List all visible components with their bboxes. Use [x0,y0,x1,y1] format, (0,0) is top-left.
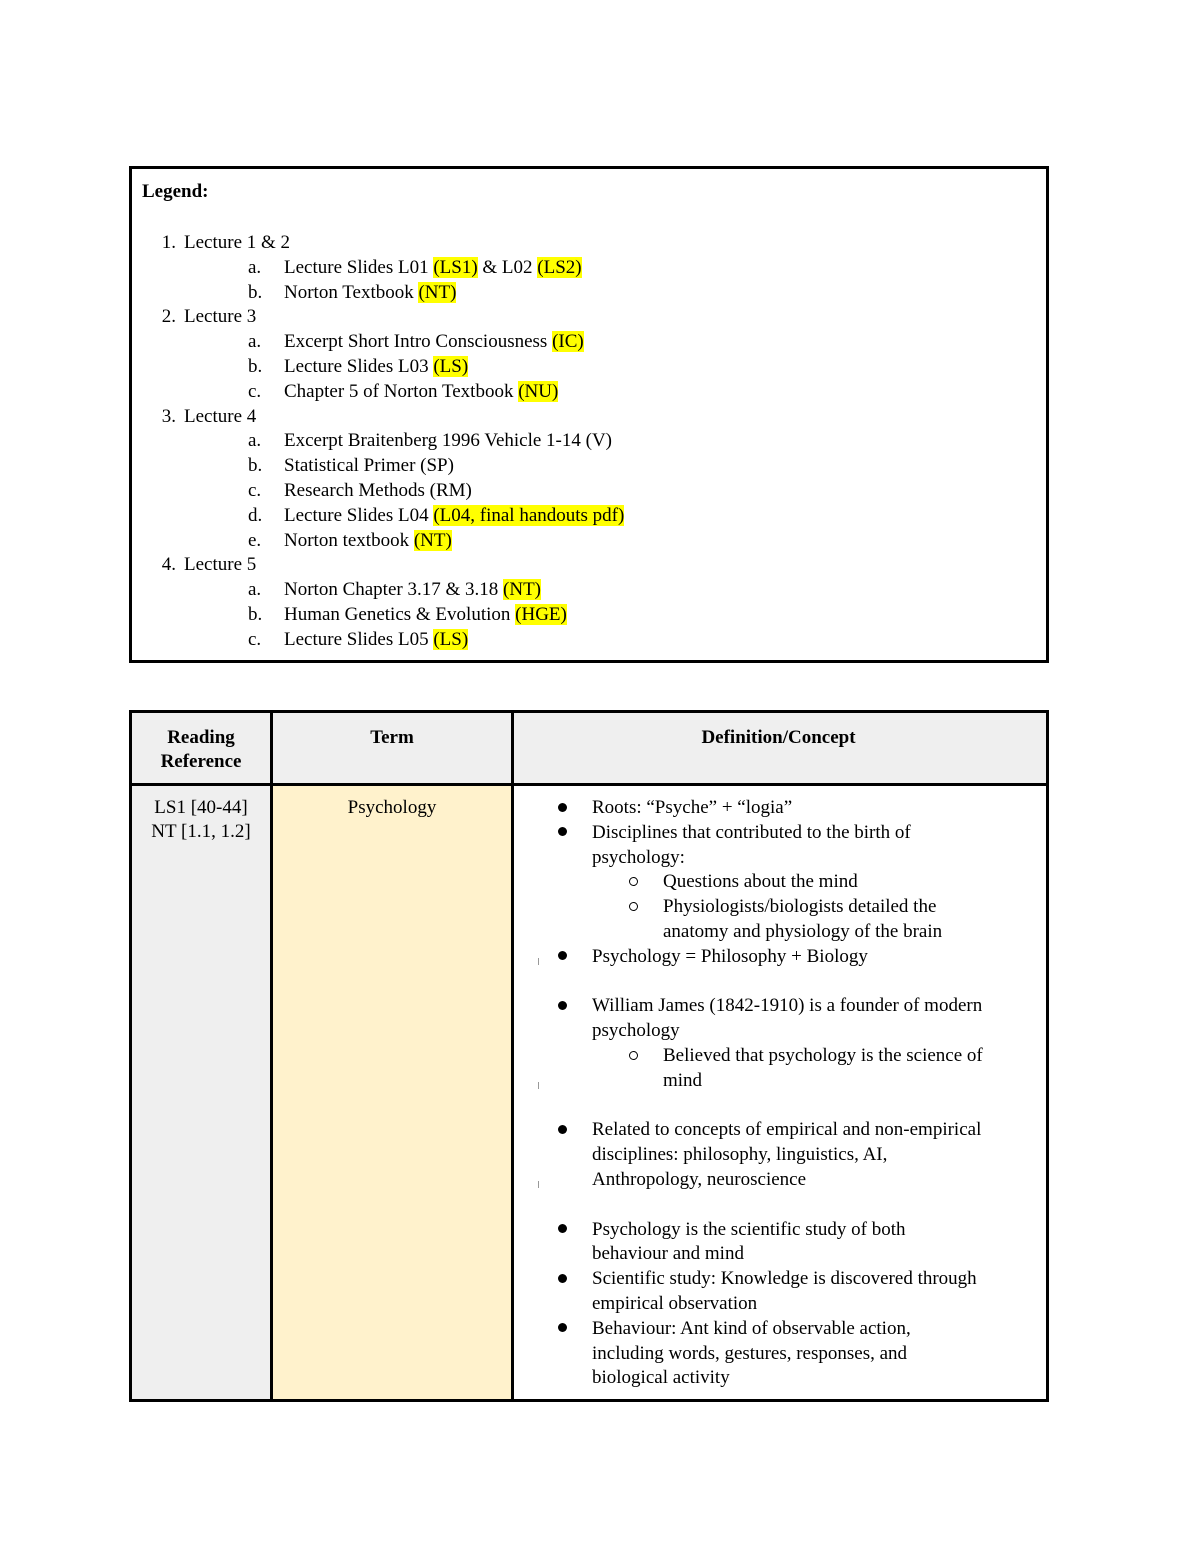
bullet-text [592,796,1032,821]
bullet-line: psychology: [592,846,685,868]
bullet-line: mind [663,1069,703,1091]
header-text: Reading [167,727,235,748]
subitem-text-part: Chapter 5 of Norton Textbook [284,380,519,402]
bullet-line: Scientific study: Knowledge is discovered through [592,1268,977,1290]
reference-line: LS1 [40-44] [154,797,248,818]
subitem-text-part: Lecture Slides L01 [284,256,434,278]
bullet-dot-icon [558,803,567,812]
legend-subitem-text [284,578,541,602]
legend-subitem-letter: a. [248,430,262,452]
highlighted-abbreviation: (IC) [552,331,584,353]
bullet-line: Behaviour: Ant kind of observable action, [592,1317,911,1339]
bullet-text [592,1118,1032,1192]
reference-cell [132,786,270,1399]
bullet-marker [552,821,572,846]
legend-subitem-letter: a. [248,331,262,353]
empty-line-marker [538,1082,539,1089]
legend-subitem-text [284,330,584,354]
header-term: Term [370,727,414,748]
legend-subitem-letter: a. [248,579,262,601]
legend-subitem-text [284,479,472,503]
bullet-line: anatomy and physiology of the brain [663,920,943,942]
legend-subitem-letter: a. [248,256,262,278]
highlighted-abbreviation: (NT) [413,529,452,551]
legend-subitem-letter: c. [248,628,262,650]
legend-item-label: Lecture 1 & 2 [184,232,291,253]
subitem-text-part: Human Genetics & Evolution [284,604,516,625]
bullet-dot-icon [558,827,567,836]
bullet-line: disciplines: philosophy, linguistics, AI, [592,1144,888,1166]
bullet-text [592,1317,1032,1391]
term-cell [273,786,511,1399]
subitem-text-part: Statistical Primer (SP) [284,455,454,477]
reference-text [132,796,270,844]
bullet-dot-icon [558,1224,567,1233]
subitem-text-part: Excerpt Braitenberg 1996 Vehicle 1-14 (V) [284,430,613,452]
bullet-line: Related to concepts of empirical and non-empirical [592,1119,982,1141]
highlighted-abbreviation: (LS2) [537,256,582,278]
bullet-marker [552,1267,572,1292]
bullet-marker [623,1044,643,1069]
empty-line-marker [538,958,539,965]
legend-item-number: 3. [161,405,176,427]
legend-item-label: Lecture 5 [184,554,257,576]
legend-subitem-text [284,355,468,379]
bullet-text [592,945,1032,970]
bullet-line: including words, gestures, responses, and [592,1342,908,1364]
bullet-marker [552,796,572,821]
legend-subitem-letter: b. [248,281,263,303]
legend-subitem-text [284,454,454,478]
highlighted-abbreviation: (HGE) [515,604,567,625]
bullet-marker [552,1317,572,1342]
bullet-line: Roots: “Psyche” + “logia” [592,797,793,818]
legend-subitem-letter: e. [248,529,262,551]
legend-subitem-text [284,429,612,453]
bullet-circle-icon [629,902,638,911]
bullet-line: psychology [592,1020,680,1042]
legend-subitem-letter: c. [248,380,262,402]
bullet-dot-icon [558,1001,567,1010]
bullet-marker [623,895,643,920]
column-divider [511,713,514,1399]
bullet-line: William James (1842-1910) is a founder of modern [592,995,983,1017]
header-text: Reference [160,751,242,772]
subitem-text-part: & L02 [477,256,538,278]
bullet-text [663,1044,1103,1094]
bullet-line: Anthropology, neuroscience [592,1168,807,1190]
bullet-dot-icon [558,1125,567,1134]
bullet-circle-icon [629,877,638,886]
subitem-text-part: Excerpt Short Intro Consciousness [284,331,553,353]
legend-title: Legend: [142,181,209,202]
bullet-marker [552,994,572,1019]
legend-subitem-text [284,380,558,404]
legend-subitem-letter: b. [248,455,263,477]
bullet-text [592,1218,1032,1268]
bullet-marker [552,1118,572,1143]
legend-item-number: 1. [161,232,176,253]
subitem-text-part: Lecture Slides L03 [284,356,434,377]
bullet-marker [552,945,572,970]
bullet-line: empirical observation [592,1292,758,1314]
bullet-line: Physiologists/biologists detailed the [663,896,937,918]
subitem-text-part: Norton Chapter 3.17 & 3.18 [284,579,504,601]
bullet-marker [623,870,643,895]
highlighted-abbreviation: (LS) [433,628,469,650]
reference-line: NT [1.1, 1.2] [151,821,251,842]
bullet-line: Believed that psychology is the science of [663,1045,983,1066]
bullet-line: behaviour and mind [592,1243,744,1265]
legend-subitem-letter: c. [248,480,262,501]
legend-subitem-text [284,529,452,553]
bullet-line: Psychology = Philosophy + Biology [592,945,868,967]
bullet-line: Disciplines that contributed to the birth of [592,821,911,843]
bullet-text [663,870,1103,895]
bullet-line: biological activity [592,1367,730,1389]
highlighted-abbreviation: (LS) [433,356,469,377]
subitem-text-part: Research Methods (RM) [284,480,472,501]
highlighted-abbreviation: (NU) [518,380,559,402]
highlighted-abbreviation: (NT) [503,579,541,601]
legend-subitem-text [284,281,456,305]
legend-item-number: 4. [161,554,176,576]
subitem-text-part: Norton Textbook [284,281,419,303]
highlighted-abbreviation: (NT) [418,281,457,303]
empty-line-marker [538,1181,539,1188]
header-definition: Definition/Concept [701,727,856,748]
legend-item-label: Lecture 3 [184,306,257,328]
bullet-text [592,821,1032,871]
legend-subitem-text [284,603,567,627]
bullet-line: Questions about the mind [663,871,858,893]
legend-subitem-letter: b. [248,356,263,377]
bullet-dot-icon [558,1274,567,1283]
highlighted-abbreviation: (LS1) [433,256,478,278]
bullet-line: Psychology is the scientific study of both [592,1218,906,1240]
legend-subitem-text [284,504,624,528]
bullet-text [592,994,1032,1044]
reading-table [129,710,1049,1402]
bullet-circle-icon [629,1051,638,1060]
bullet-text [592,1267,1032,1317]
legend-item-label: Lecture 4 [184,405,257,427]
subitem-text-part: Lecture Slides L05 [284,628,434,650]
legend-subitem-letter: b. [248,604,263,625]
bullet-dot-icon [558,951,567,960]
highlighted-abbreviation: (L04, final handouts pdf) [433,504,625,526]
bullet-text [663,895,1103,945]
bullet-dot-icon [558,1323,567,1332]
bullet-marker [552,1218,572,1243]
subitem-text-part: Lecture Slides L04 [284,504,434,526]
legend-subitem-text [284,256,582,280]
legend-box [129,166,1049,663]
legend-subitem-letter: d. [248,504,263,526]
term-text: Psychology [347,797,437,818]
subitem-text-part: Norton textbook [284,529,414,551]
legend-subitem-text [284,628,468,652]
header-reading-reference [132,726,270,774]
legend-item-number: 2. [161,306,176,328]
